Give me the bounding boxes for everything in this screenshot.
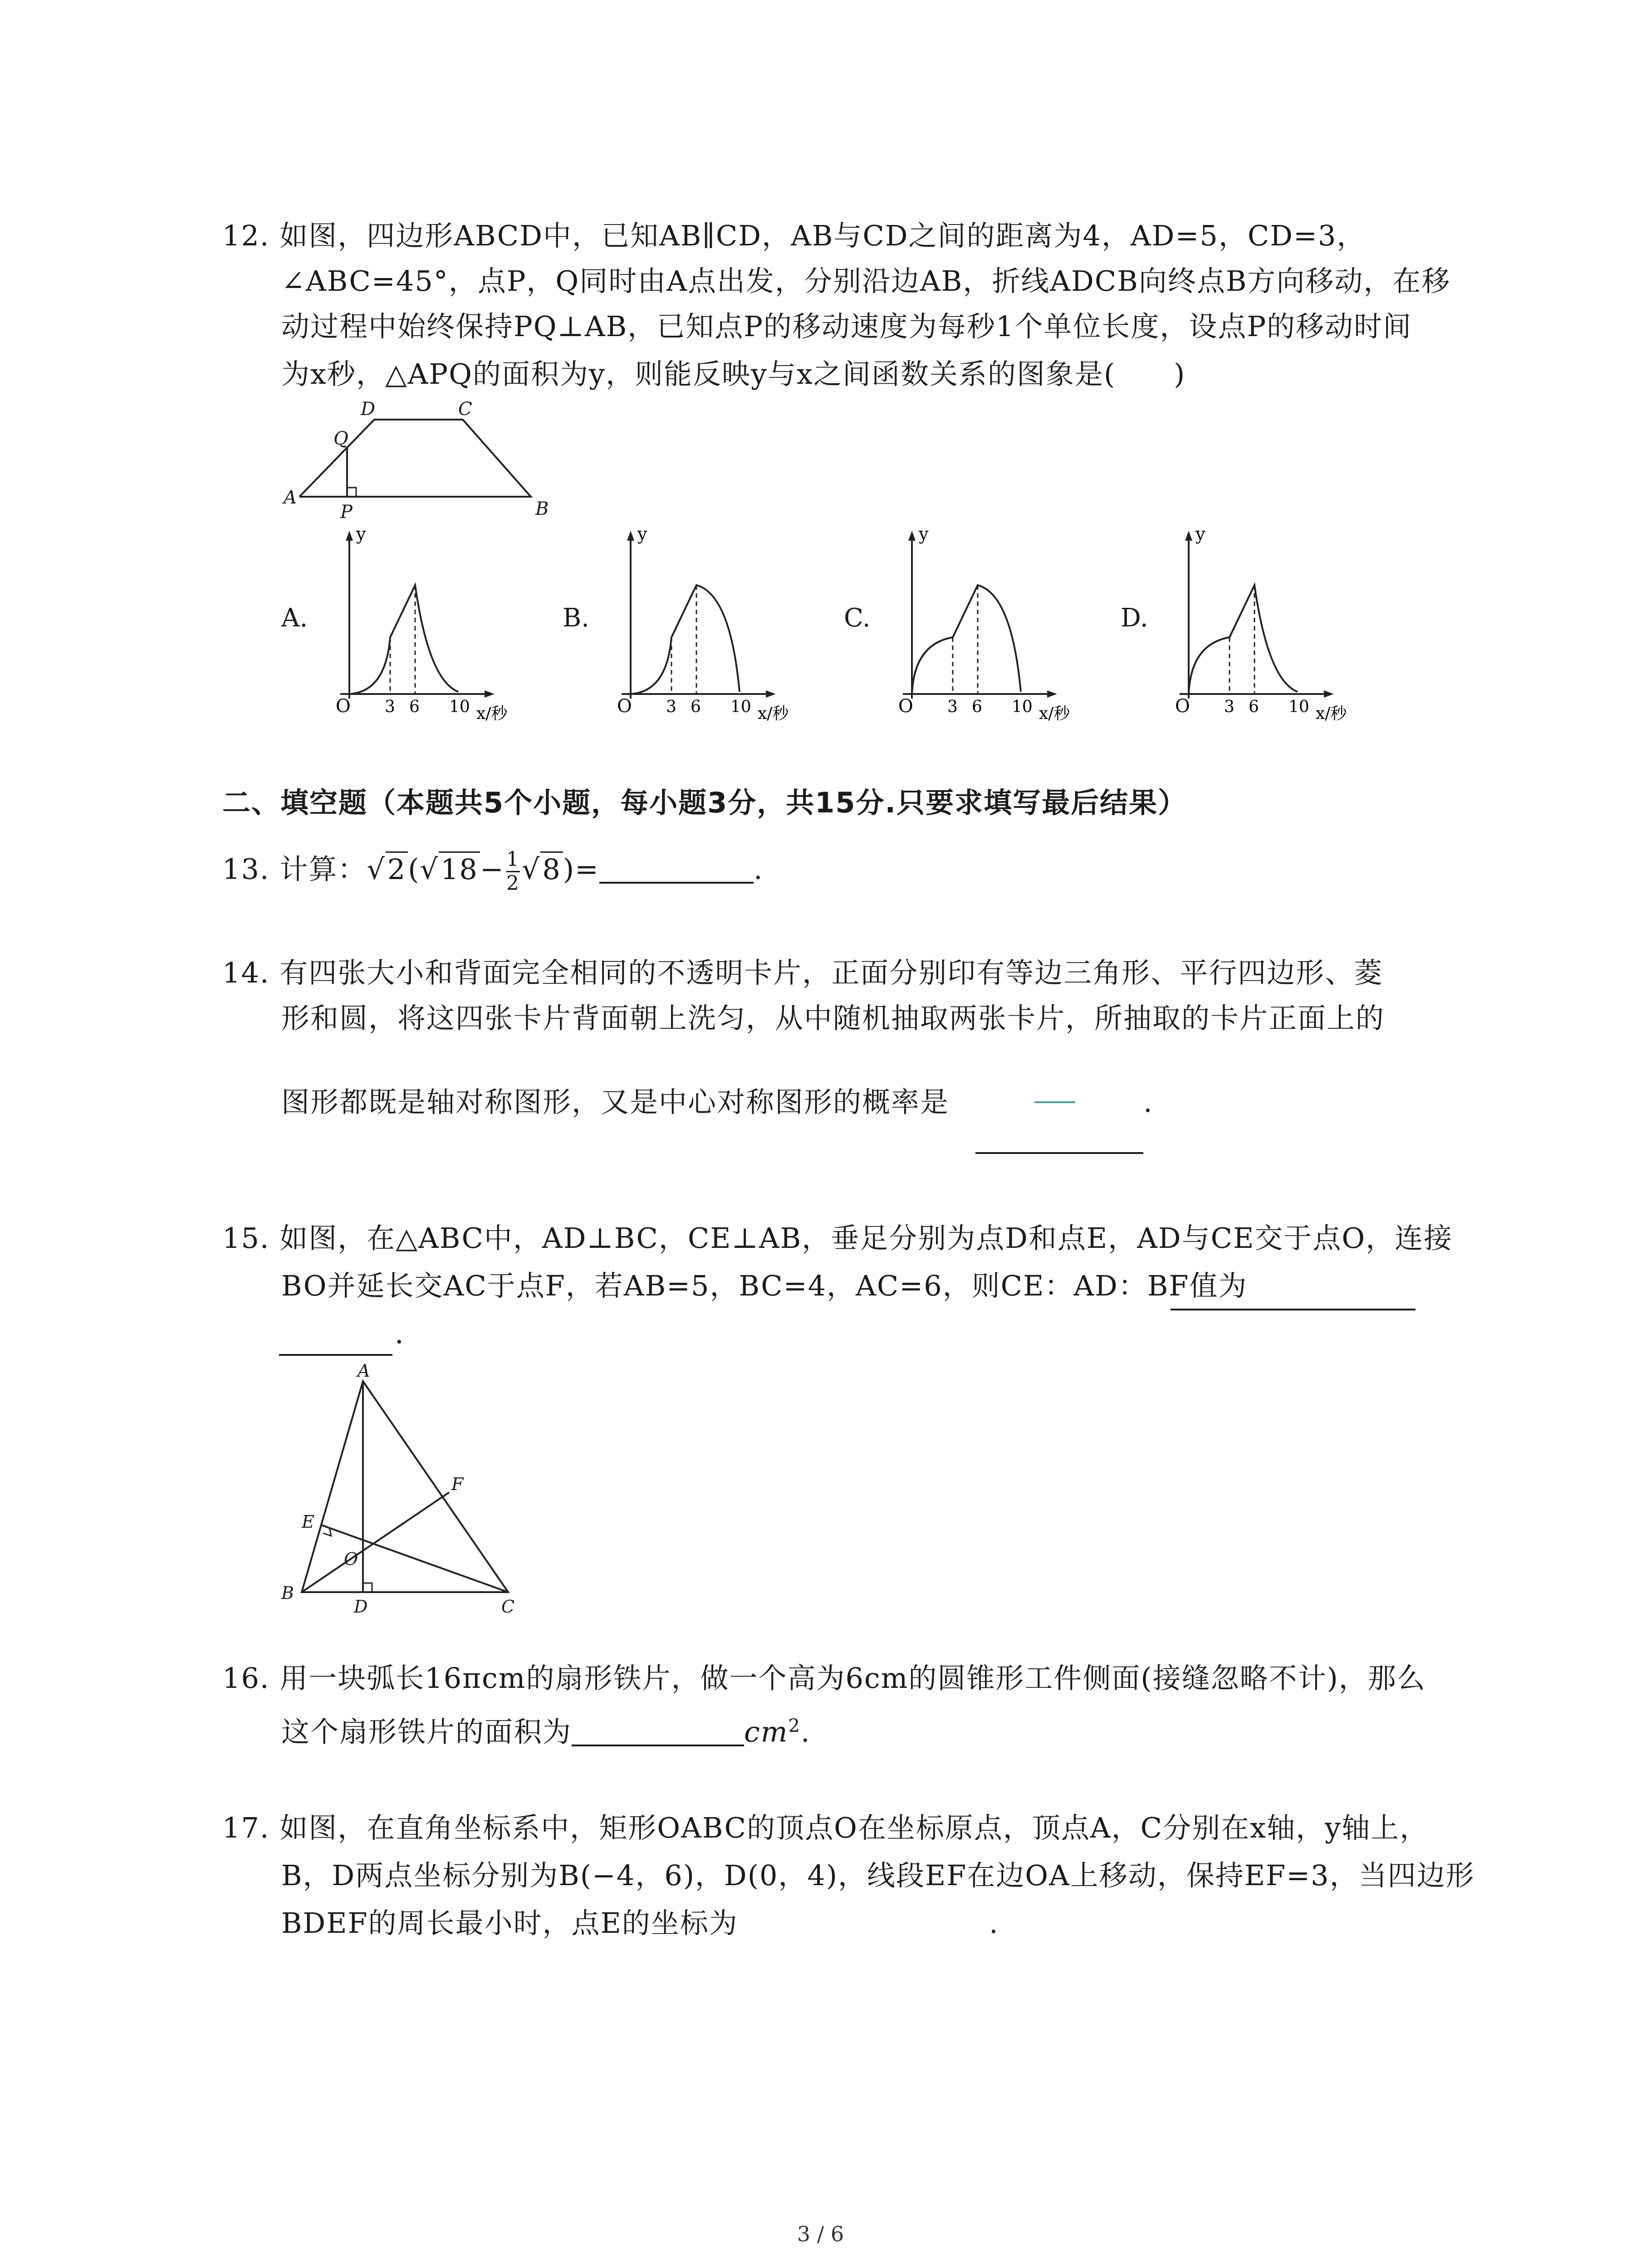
label-F: F (451, 1474, 464, 1494)
x-axis-label: x/秒 (1039, 704, 1070, 723)
tick-10: 10 (1288, 698, 1309, 716)
tick-3: 3 (666, 698, 676, 716)
tick-10: 10 (730, 698, 751, 716)
option-label: C. (844, 603, 871, 633)
option-graph (876, 526, 1102, 726)
q15-line-2: BO并延长交AC于点F，若AB=5，BC=4，AC=6，则CE：AD：BF值为 (281, 1269, 1248, 1302)
x-axis-label: x/秒 (476, 704, 508, 723)
tick-6: 6 (409, 698, 420, 716)
q14-end: . (1143, 1085, 1153, 1119)
origin-label: O (898, 696, 913, 717)
option-graph (313, 526, 540, 726)
tick-10: 10 (1012, 698, 1033, 716)
trapezoid-figure (277, 399, 558, 526)
q15-answer-blank-1[interactable] (1171, 1281, 1416, 1310)
label-P: P (340, 502, 353, 523)
q16-line-2 (281, 1708, 811, 1750)
q14-line-2: 形和圆，将这四张卡片背面朝上洗匀，从中随机抽取两张卡片，所抽取的卡片正面上的 (281, 1002, 1385, 1035)
x-axis-arrow (1324, 690, 1334, 698)
q13-radicand-8: 8 (540, 851, 563, 886)
q16-unit: cm (744, 1715, 789, 1749)
label-C: C (458, 399, 472, 420)
y-axis-label: y (919, 526, 929, 544)
tick-6: 6 (691, 698, 701, 716)
label-B: B (535, 499, 549, 519)
q16-answer-blank[interactable] (572, 1717, 744, 1746)
q14-line-3-text: 图形都既是轴对称图形，又是中心对称图形的概率是 (281, 1085, 950, 1119)
y-axis-arrow (908, 531, 916, 541)
tick-6: 6 (972, 698, 982, 716)
page-number: 3 / 6 (797, 2222, 844, 2246)
q16-end: . (800, 1715, 811, 1749)
q15-end: . (395, 1317, 405, 1350)
label-Q: Q (333, 428, 348, 449)
function-curve (631, 585, 740, 694)
label-C: C (501, 1597, 515, 1615)
q13-frac-den: 2 (506, 872, 520, 895)
tick-6: 6 (1249, 698, 1259, 716)
label-O: O (344, 1549, 358, 1569)
q14-line-3 (281, 1084, 949, 1120)
x-axis-label: x/秒 (1316, 704, 1347, 723)
q13-answer-blank[interactable] (599, 855, 754, 884)
y-axis-label: y (637, 526, 647, 544)
x-axis-label: x/秒 (758, 704, 789, 723)
label-A: A (284, 487, 297, 508)
q14-answer-blank[interactable] (975, 1125, 1143, 1154)
x-axis-arrow (1047, 690, 1057, 698)
origin-label: O (1175, 696, 1190, 717)
triangle-figure (272, 1361, 526, 1615)
q13-end: . (753, 852, 764, 886)
q13-radicand-2: 2 (386, 851, 408, 886)
q17-line-1: 17. 如图，在直角坐标系中，矩形OABC的顶点O在坐标原点，顶点A，C分别在x轴，y轴上， (222, 1811, 1429, 1844)
q14-teal-dash (1034, 1101, 1075, 1103)
q12-line-3: 动过程中始终保持PQ⊥AB，已知点P的移动速度为每秒1个单位长度，设点P的移动时间 (281, 310, 1412, 343)
q13-minus: − (480, 852, 505, 886)
origin-label: O (617, 696, 632, 717)
origin-label: O (336, 696, 351, 717)
option-label: D. (1121, 603, 1148, 633)
option-b[interactable] (563, 526, 817, 735)
y-axis-arrow (627, 531, 634, 541)
q12-line-2: ∠ABC=45°，点P，Q同时由A点出发，分别沿边AB，折线ADCB向终点B方向移动，在移 (281, 264, 1451, 298)
option-d[interactable] (1121, 526, 1375, 735)
option-graph (594, 526, 821, 726)
label-E: E (302, 1512, 314, 1532)
q13-suffix: )= (563, 852, 599, 886)
q15-line-1: 15. 如图，在△ABC中，AD⊥BC，CE⊥AB，垂足分别为点D和点E，AD与CE交于点O，连接 (222, 1222, 1453, 1255)
q13-prefix: 13. 计算： (222, 852, 367, 886)
q17-line-3: BDEF的周长最小时，点E的坐标为 (281, 1906, 738, 1940)
label-B: B (281, 1583, 294, 1603)
tick-3: 3 (1224, 698, 1234, 716)
x-axis-arrow (766, 690, 776, 698)
label-D: D (354, 1597, 368, 1615)
q16-line-2-text: 这个扇形铁片的面积为 (281, 1715, 572, 1749)
q13-frac-num: 1 (506, 848, 520, 872)
q17-end: . (989, 1906, 999, 1940)
q13-radicand-18: 18 (439, 851, 480, 886)
q17-line-2: B，D两点坐标分别为B(−4，6)，D(0，4)，线段EF在边OA上移动，保持EF=3，当四边形 (281, 1859, 1475, 1892)
section-2-heading: 二、填空题（本题共5个小题，每小题3分，共15分.只要求填写最后结果） (222, 786, 1187, 819)
q12-line-4: 为x秒，△APQ的面积为y，则能反映y与x之间函数关系的图象是( ) (281, 357, 1186, 391)
y-axis-arrow (346, 531, 353, 541)
tick-3: 3 (385, 698, 395, 716)
q15-answer-blank-2[interactable] (279, 1327, 392, 1356)
label-D: D (361, 399, 376, 420)
tick-10: 10 (449, 698, 470, 716)
function-curve (1189, 585, 1298, 694)
y-axis-label: y (1195, 526, 1205, 544)
function-curve (349, 585, 458, 694)
function-curve (912, 585, 1021, 694)
q13-fraction (506, 848, 520, 895)
option-graph (1152, 526, 1379, 726)
y-axis-arrow (1185, 531, 1192, 541)
option-label: B. (563, 603, 589, 633)
option-label: A. (281, 603, 308, 633)
q16-unit-exponent: 2 (788, 1716, 801, 1736)
q13-line: 13. 计算：√2(√18− $\frac{1}{2}$ √8)= . (222, 848, 764, 895)
option-a[interactable] (281, 526, 535, 735)
q12-line-1: 12. 如图，四边形ABCD中，已知AB∥CD，AB与CD之间的距离为4，AD=5，CD=3， (222, 219, 1366, 252)
q14-line-1: 14. 有四张大小和背面完全相同的不透明卡片，正面分别印有等边三角形、平行四边形、菱 (222, 956, 1383, 989)
tick-3: 3 (947, 698, 958, 716)
option-c[interactable] (844, 526, 1098, 735)
label-A: A (358, 1361, 370, 1381)
y-axis-label: y (356, 526, 366, 544)
q16-line-1: 16. 用一块弧长16πcm的扇形铁片，做一个高为6cm的圆锥形工件侧面(接缝忽略不计)，那么 (222, 1662, 1426, 1695)
x-axis-arrow (485, 690, 495, 698)
